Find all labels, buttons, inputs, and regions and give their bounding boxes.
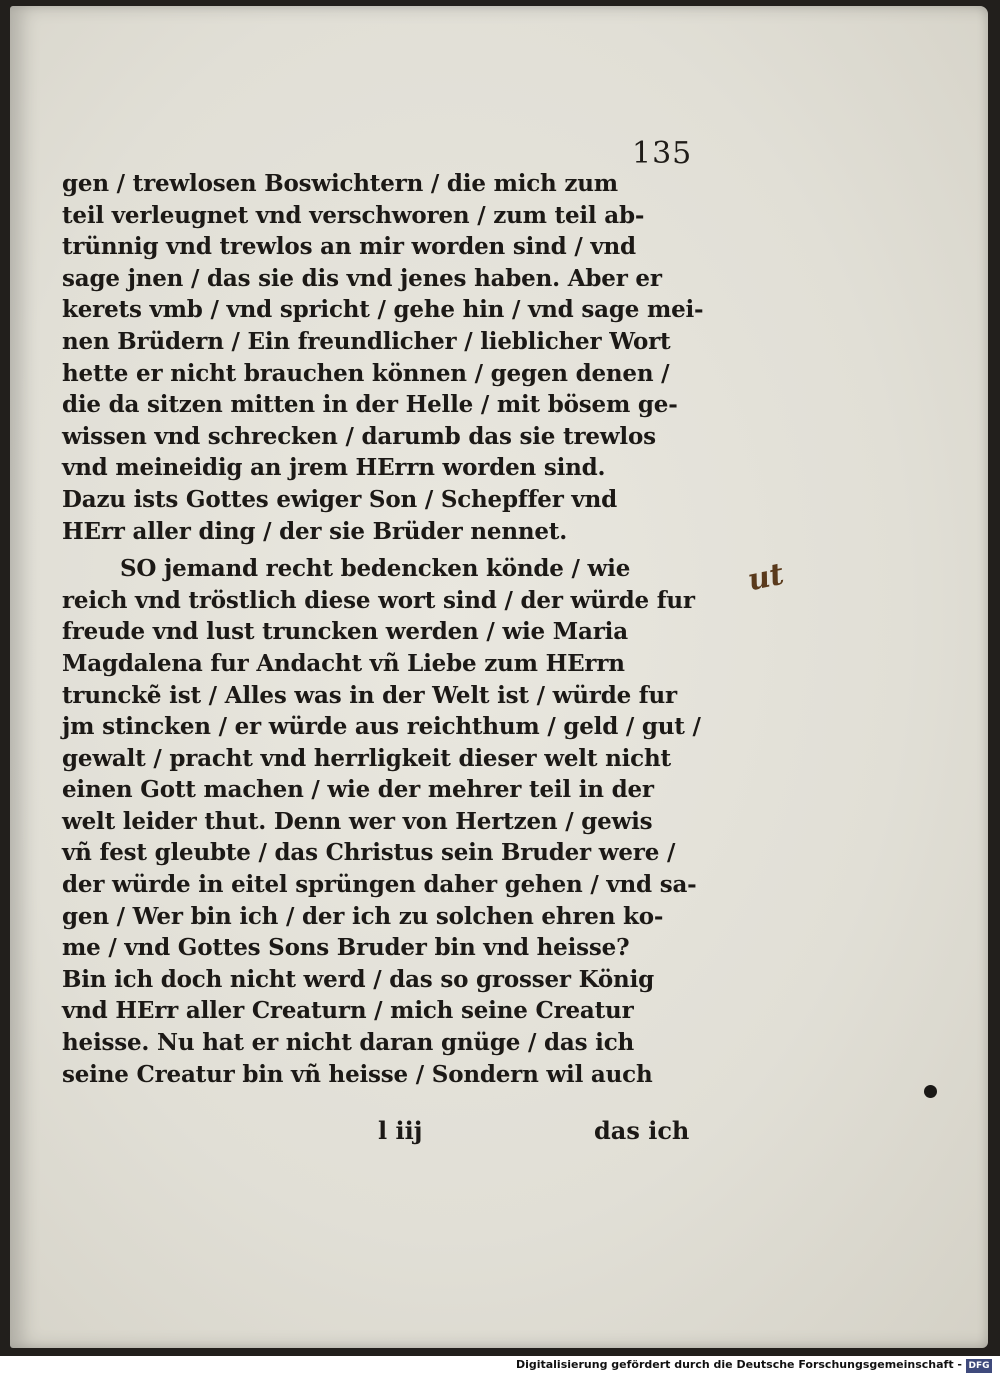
page-number: 135 [632, 136, 693, 171]
text-line: trünnig vnd trewlos an mir worden sind / vnd [62, 233, 636, 261]
signature-mark: l iij [378, 1116, 423, 1145]
text-line: seine Creatur bin vñ heisse / Sondern wil auch [62, 1060, 653, 1088]
dfg-logo: DFG [966, 1359, 992, 1373]
text-line: SO jemand recht bedencken könde / wie [120, 555, 631, 583]
text-line: trunckẽ ist / Alles was in der Welt ist / würde fur [62, 681, 677, 709]
text-line: nen Brüdern / Ein freundlicher / lieblicher Wort [62, 327, 671, 355]
text-line: die da sitzen mitten in der Helle / mit bösem ge- [62, 391, 678, 419]
text-line: vnd HErr aller Creaturn / mich seine Creatur [62, 997, 634, 1025]
margin-annotation: ut [744, 556, 787, 599]
text-line: freude vnd lust truncken werden / wie Maria [62, 618, 628, 646]
text-line: sage jnen / das sie dis vnd jenes haben. Aber er [62, 264, 662, 292]
page-footer [0, 1116, 1000, 1150]
text-line: der würde in eitel sprüngen daher gehen / vnd sa- [62, 871, 697, 899]
text-line: Magdalena fur Andacht vñ Liebe zum HErrn [62, 649, 625, 677]
text-line: gen / trewlosen Boswichtern / die mich zum [62, 170, 618, 197]
text-line: reich vnd tröstlich diese wort sind / der würde fur [62, 586, 695, 614]
text-line: heisse. Nu hat er nicht daran gnüge / das ich [62, 1029, 635, 1057]
text-line: HErr aller ding / der sie Brüder nennet. [62, 517, 568, 545]
text-line: gen / Wer bin ich / der ich zu solchen ehren ko- [62, 902, 664, 930]
text-line: Bin ich doch nicht werd / das so grosser König [62, 965, 655, 993]
catchword: das ich [594, 1116, 690, 1145]
text-line: hette er nicht brauchen können / gegen denen / [62, 359, 670, 387]
attribution-text: Digitalisierung gefördert durch die Deutsche Forschungsgemeinschaft - [515, 1358, 962, 1371]
text-line: jm stincken / er würde aus reichthum / geld / gut / [62, 713, 701, 741]
text-line: me / vnd Gottes Sons Bruder bin vnd heisse? [62, 934, 630, 962]
text-line: teil verleugnet vnd verschworen / zum teil ab- [62, 201, 645, 229]
text-line: wissen vnd schrecken / darumb das sie trewlos [62, 422, 656, 450]
text-line: kerets vmb / vnd spricht / gehe hin / vnd sage mei- [62, 296, 704, 324]
text-line: vñ fest gleubte / das Christus sein Bruder were / [62, 839, 676, 867]
paragraph-2 [62, 553, 722, 1090]
paragraph-1 [62, 168, 722, 547]
text-line: einen Gott machen / wie der mehrer teil in der [62, 776, 654, 804]
text-line: welt leider thut. Denn wer von Hertzen / gewis [62, 807, 653, 835]
attribution-bar [0, 1356, 1000, 1377]
page-text [62, 168, 722, 1090]
text-line: vnd meineidig an jrem HErrn worden sind. [62, 454, 606, 482]
text-line: gewalt / pracht vnd herrligkeit dieser welt nicht [62, 744, 671, 772]
text-line: Dazu ists Gottes ewiger Son / Schepffer vnd [62, 485, 617, 513]
ink-spot [924, 1085, 937, 1098]
